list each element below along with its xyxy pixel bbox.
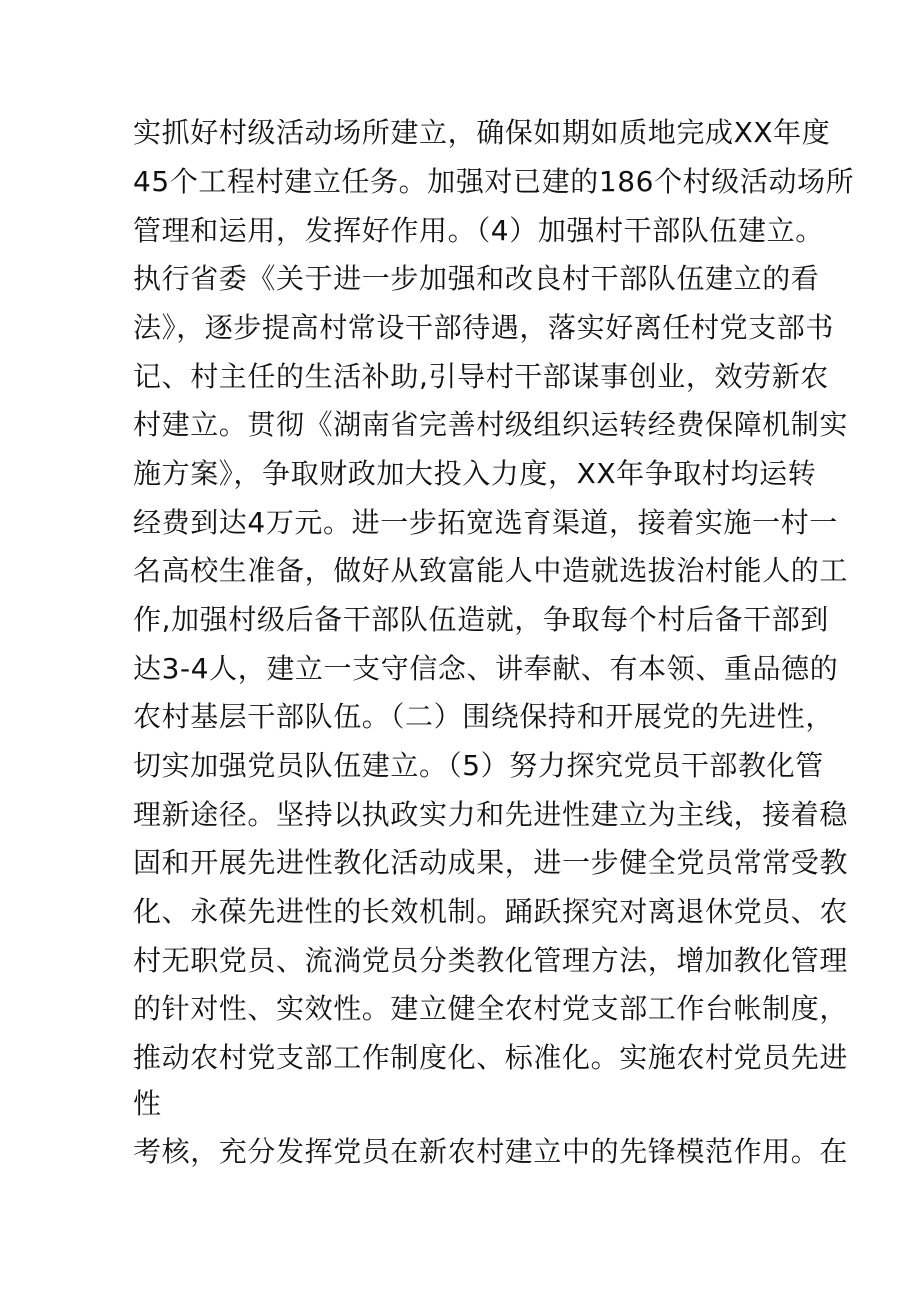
body-text-line-11: 作,加强村级后备干部队伍造就，争取每个村后备干部到	[133, 603, 829, 636]
body-text-line-14: 切实加强党员队伍建立。（5）努力探究党员干部教化管	[133, 749, 824, 782]
body-text-line-1: 实抓好村级活动场所建立，确保如期如质地完成XX年度	[133, 116, 831, 149]
body-text-line-15: 理新途径。坚持以执政实力和先进性建立为主线，接着稳	[133, 798, 849, 831]
body-text-line-10: 名高校生准备，做好从致富能人中造就选拔治村能人的工	[133, 554, 849, 587]
body-text-line-12: 达3-4人，建立一支守信念、讲奉献、有本领、重品德的	[133, 652, 839, 685]
body-text-line-8: 施方案》，争取财政加大投入力度，XX年争取村均运转	[133, 457, 817, 490]
body-text-line-6: 记、村主任的生活补助,引导村干部谋事创业，效劳新农	[133, 360, 829, 393]
body-text-line-16: 固和开展先进性教化活动成果，进一步健全党员常常受教	[133, 846, 849, 879]
body-text-line-7: 村建立。贯彻《湖南省完善村级组织运转经费保障机制实	[133, 408, 849, 441]
body-text-line-13: 农村基层干部队伍。（二）围绕保持和开展党的先进性，	[133, 700, 835, 733]
body-text-line-20: 推动农村党支部工作制度化、标准化。实施农村党员先进	[133, 1041, 849, 1074]
body-text-line-17: 化、永葆先进性的长效机制。踊跃探究对离退休党员、农	[133, 895, 849, 928]
body-text-line-9: 经费到达4万元。进一步拓宽选育渠道，接着实施一村一	[133, 506, 838, 539]
body-text-line-21: 性	[133, 1087, 162, 1120]
body-text-line-18: 村无职党员、流淌党员分类教化管理方法，增加教化管理	[133, 944, 849, 977]
body-text-line-4: 执行省委《关于进一步加强和改良村干部队伍建立的看	[133, 262, 820, 295]
body-text-line-5: 法》，逐步提高村常设干部待遇，落实好离任村党支部书	[133, 311, 835, 344]
body-text-line-22: 考核，充分发挥党员在新农村建立中的先锋模范作用。在	[133, 1135, 849, 1168]
body-text-line-19: 的针对性、实效性。建立健全农村党支部工作台帐制度，	[133, 992, 849, 1025]
body-text-line-3: 管理和运用，发挥好作用。（4）加强村干部队伍建立。	[133, 214, 824, 247]
body-text-line-2: 45个工程村建立任务。加强对已建的186个村级活动场所	[133, 165, 855, 198]
